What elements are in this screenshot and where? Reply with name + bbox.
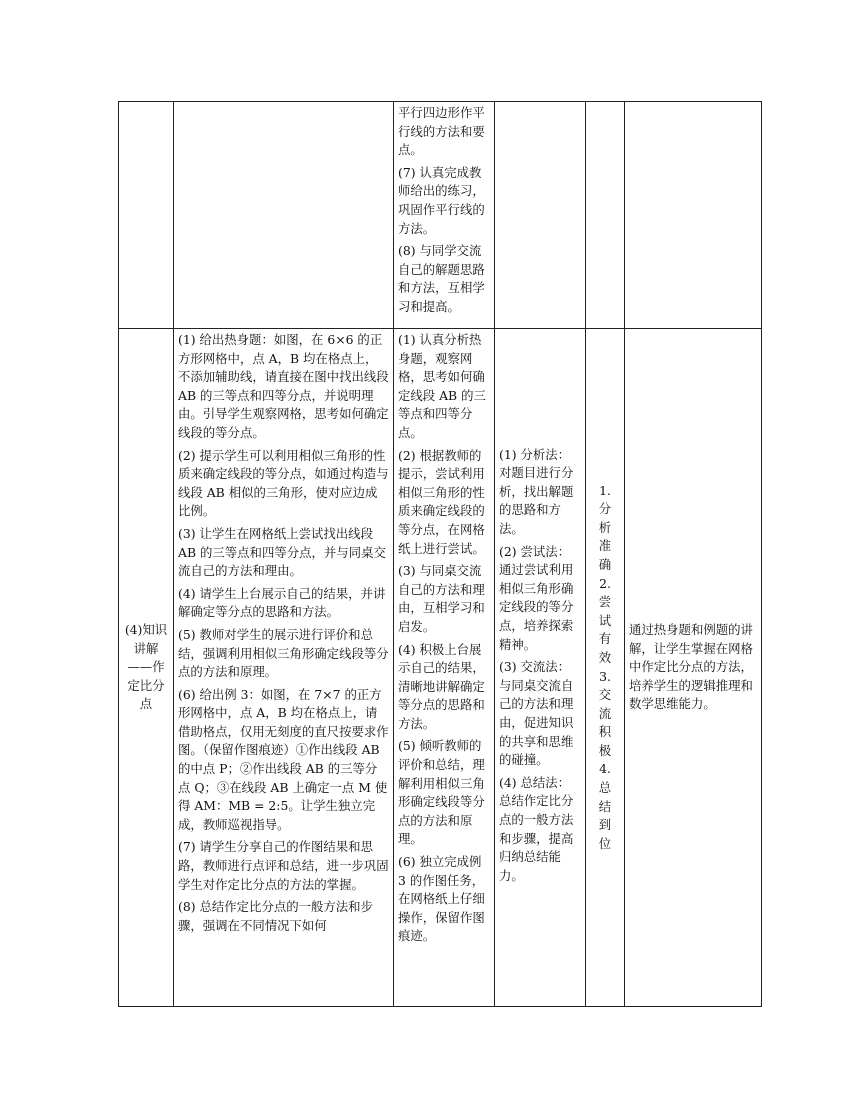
method-item: (3) 交流法：与同桌交流自己的方法和理由，促进知识的共享和思维的碰撞。 xyxy=(499,659,574,768)
student-activity-cell xyxy=(394,102,495,329)
teacher-activity-item: (4) 请学生上台展示自己的结果，并讲解确定等分点的思路和方法。 xyxy=(178,585,386,620)
purpose-cell xyxy=(625,102,762,329)
teacher-activity-item: (8) 总结作定比分点的一般方法和步骤，强调在不同情况下如何 xyxy=(178,899,373,933)
stage-cell xyxy=(119,329,174,1007)
student-activity-item: (6) 独立完成例 3 的作图任务，在网格纸上仔细操作，保留作图痕迹。 xyxy=(398,854,485,944)
teacher-activity-item: (1) 给出热身题：如图，在 6×6 的正方形网格中，点 A，B 均在格点上，不添加辅助线，请直接在图中找出线段 AB 的三等点和四等分点，并说明理由。引导学生观察网格，思考如何确定线段的等分点。 xyxy=(178,332,389,440)
assessment-cell xyxy=(586,102,625,329)
assessment-cell xyxy=(586,329,625,1007)
teacher-activity-item: (2) 提示学生可以利用相似三角形的性质来确定线段的等分点，如通过构造与线段 AB 相似的三角形，使对应边成比例。 xyxy=(178,447,389,519)
lesson-plan-table xyxy=(118,101,762,1007)
method-item: (1) 分析法：对题目进行分析，找出解题的思路和方法。 xyxy=(499,446,574,537)
teacher-activity-item: (6) 给出例 3：如图，在 7×7 的正方形网格中，点 A，B 均在格点上，请借助格点，仅用无刻度的直尺按要求作图。（保留作图痕迹）①作出线段 AB 的中点 P；②作出线段 AB 的三等分点 Q；③在线段 AB 上确定一点 M 使得 AM：MB = 2:5。让学生独立完成，教师巡视指导。 xyxy=(178,686,389,832)
student-activity-item: 平行四边形作平行线的方法和要点。 xyxy=(398,105,485,158)
student-activity-item: (4) 积极上台展示自己的结果，清晰地讲解确定等分点的思路和方法。 xyxy=(398,641,485,731)
purpose-cell xyxy=(625,329,762,1007)
method-item: (2) 尝试法：通过尝试利用相似三角形确定线段的等分点，培养探索精神。 xyxy=(499,543,574,652)
student-activity-item: (7) 认真完成教师给出的练习，巩固作平行线的方法。 xyxy=(398,164,485,236)
teacher-activity-cell xyxy=(174,102,394,329)
student-activity-item: (2) 根据教师的提示，尝试利用相似三角形的性质来确定线段的等分点，在网格纸上进行尝试。 xyxy=(398,447,485,556)
purpose-text: 通过热身题和例题的讲解，让学生掌握在网格中作定比分点的方法，培养学生的逻辑推理和数学思维能力。 xyxy=(629,622,753,712)
method-cell xyxy=(495,102,586,329)
student-activity-item: (8) 与同学交流自己的解题思路和方法，互相学习和提高。 xyxy=(398,243,485,314)
student-activity-cell xyxy=(394,329,495,1007)
stage-cell xyxy=(119,102,174,329)
student-activity-item: (3) 与同桌交流自己的方法和理由，互相学习和启发。 xyxy=(398,563,485,634)
student-activity-item: (5) 倾听教师的评价和总结，理解利用相似三角形确定线段等分点的方法和原理。 xyxy=(398,738,485,847)
student-activity-item: (1) 认真分析热身题，观察网格，思考如何确定线段 AB 的三等点和四等分点。 xyxy=(398,332,486,440)
teacher-activity-item: (3) 让学生在网格纸上尝试找出线段 AB 的三等点和四等分点，并与同桌交流自己的方法和理由。 xyxy=(178,525,386,579)
assessment-text: 1.分析准确2.尝试有效3.交流积极4.总结到位 xyxy=(598,482,612,851)
teacher-activity-cell xyxy=(174,329,394,1007)
method-item: (4) 总结法：总结作定比分点的一般方法和步骤，提高归纳总结能力。 xyxy=(499,774,574,883)
teacher-activity-item: (7) 请学生分享自己的作图结果和思路，教师进行点评和总结，进一步巩固学生对作定比分点的方法的掌握。 xyxy=(178,839,389,892)
table-row xyxy=(119,102,762,329)
table-row xyxy=(119,329,762,1007)
method-cell xyxy=(495,329,586,1007)
teacher-activity-item: (5) 教师对学生的展示进行评价和总结，强调利用相似三角形确定线段等分点的方法和原理。 xyxy=(178,626,389,680)
stage-text: (4)知识讲解——作定比分点 xyxy=(124,622,168,712)
